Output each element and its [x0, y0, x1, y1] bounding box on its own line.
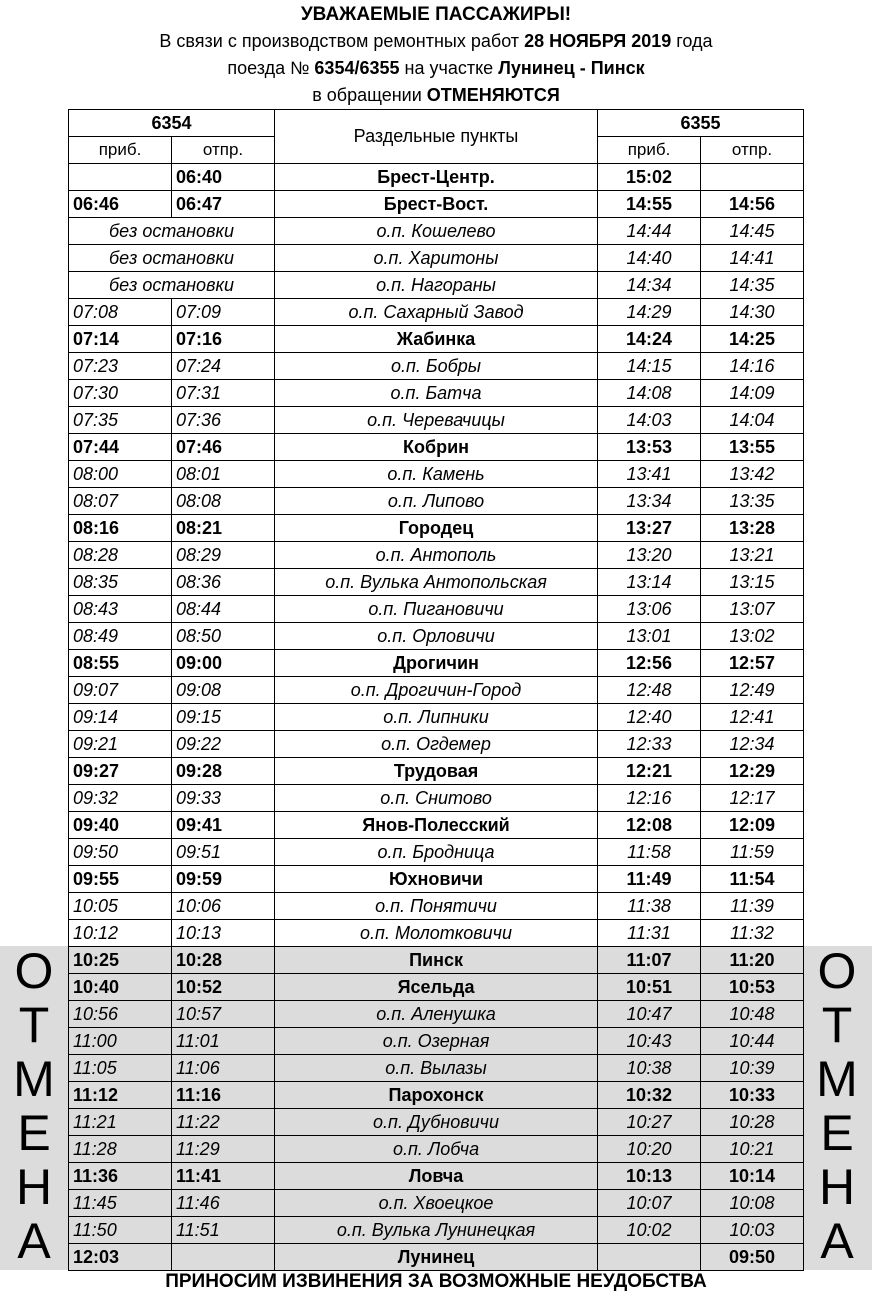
arrival-time-6355: 14:55: [598, 191, 701, 218]
arrival-time-6355: 14:24: [598, 326, 701, 353]
arrival-time-6355: 10:02: [598, 1217, 701, 1244]
timetable-row: [69, 974, 804, 1001]
notice-date: 28 НОЯБРЯ 2019: [524, 31, 672, 51]
station-name: Городец: [275, 515, 598, 542]
arrival-time-6355: 13:27: [598, 515, 701, 542]
departure-time-6354: 08:21: [172, 515, 275, 542]
station-name: Пинск: [275, 947, 598, 974]
arrival-time-6355: 13:06: [598, 596, 701, 623]
departure-time-6354: 06:40: [172, 164, 275, 191]
timetable-row: [69, 839, 804, 866]
departure-time-6355: 11:54: [701, 866, 804, 893]
departure-time-6354: 08:44: [172, 596, 275, 623]
notice-train-numbers: 6354/6355: [314, 58, 400, 78]
departure-time-6355: 14:56: [701, 191, 804, 218]
arrival-time-6355: 11:38: [598, 893, 701, 920]
arrival-time-6354: 10:40: [69, 974, 172, 1001]
station-name: о.п. Пигановичи: [275, 596, 598, 623]
arrival-time-6355: 13:53: [598, 434, 701, 461]
arrival-time-6355: 14:44: [598, 218, 701, 245]
arrival-time-6355: 15:02: [598, 164, 701, 191]
arrival-time-6355: 12:16: [598, 785, 701, 812]
departure-time-6354: 09:28: [172, 758, 275, 785]
arrival-time-6354: 08:55: [69, 650, 172, 677]
timetable-row: [69, 1163, 804, 1190]
timetable-row: [69, 380, 804, 407]
departure-time-6355: 13:21: [701, 542, 804, 569]
departure-time-6355: 12:17: [701, 785, 804, 812]
timetable-row: [69, 1244, 804, 1271]
station-name: Юхновичи: [275, 866, 598, 893]
arrival-time-6354: 08:49: [69, 623, 172, 650]
arrival-time-6355: 13:01: [598, 623, 701, 650]
station-name: о.п. Липово: [275, 488, 598, 515]
departure-time-6355: 13:15: [701, 569, 804, 596]
notice-text: на участке: [399, 58, 499, 78]
departure-time-6354: [172, 1244, 275, 1271]
arrival-time-6354: 08:07: [69, 488, 172, 515]
station-name: о.п. Огдемер: [275, 731, 598, 758]
departure-time-6354: 08:36: [172, 569, 275, 596]
departure-time-6355: 12:57: [701, 650, 804, 677]
timetable-row: [69, 245, 804, 272]
arrival-time-6354: [69, 164, 172, 191]
departure-time-6355: 11:20: [701, 947, 804, 974]
notice-text: В связи с производством ремонтных работ: [159, 31, 525, 51]
departure-time-6355: 13:07: [701, 596, 804, 623]
arrival-time-6354: 10:05: [69, 893, 172, 920]
arrival-time-6355: 14:34: [598, 272, 701, 299]
departure-time-6354: 08:08: [172, 488, 275, 515]
arrival-time-6354: 09:50: [69, 839, 172, 866]
timetable-row: [69, 1028, 804, 1055]
timetable-row: [69, 704, 804, 731]
departure-time-6355: 10:03: [701, 1217, 804, 1244]
arrival-time-6355: 10:07: [598, 1190, 701, 1217]
timetable-row: [69, 218, 804, 245]
departure-time-6355: 10:44: [701, 1028, 804, 1055]
departure-time-6354: 11:46: [172, 1190, 275, 1217]
timetable-row: [69, 488, 804, 515]
arrival-time-6354: 10:56: [69, 1001, 172, 1028]
arrival-time-6354: 11:50: [69, 1217, 172, 1244]
cancel-label-left: [0, 943, 68, 1270]
timetable-row: [69, 191, 804, 218]
departure-time-6354: 09:51: [172, 839, 275, 866]
arrival-time-6354: 08:28: [69, 542, 172, 569]
arrival-time-6355: 14:03: [598, 407, 701, 434]
notice-line-trains: [0, 58, 872, 79]
cancel-letter: Н: [818, 1159, 856, 1215]
departure-time-6354: 07:36: [172, 407, 275, 434]
departure-time-6355: 12:34: [701, 731, 804, 758]
departure-time-6355: 10:28: [701, 1109, 804, 1136]
arrival-time-6354: 11:05: [69, 1055, 172, 1082]
timetable-row: [69, 920, 804, 947]
arrival-time-6354: 07:23: [69, 353, 172, 380]
arrival-time-6355: 11:31: [598, 920, 701, 947]
departure-time-6355: 14:09: [701, 380, 804, 407]
arrival-time-6355: 14:29: [598, 299, 701, 326]
departure-time-6354: 07:31: [172, 380, 275, 407]
station-name: Ясельда: [275, 974, 598, 1001]
departure-time-6355: 14:41: [701, 245, 804, 272]
departure-time-6355: 12:49: [701, 677, 804, 704]
station-name: о.п. Липники: [275, 704, 598, 731]
station-name: о.п. Черевачицы: [275, 407, 598, 434]
departure-time-6354: 08:29: [172, 542, 275, 569]
arrival-time-6355: 13:14: [598, 569, 701, 596]
arrival-time-6355: 12:40: [598, 704, 701, 731]
arrival-time-6355: 14:08: [598, 380, 701, 407]
station-name: Жабинка: [275, 326, 598, 353]
arrival-time-6354: 10:12: [69, 920, 172, 947]
arrival-time-6355: 10:27: [598, 1109, 701, 1136]
departure-time-6355: 13:02: [701, 623, 804, 650]
timetable-row: [69, 731, 804, 758]
departure-time-6355: 10:21: [701, 1136, 804, 1163]
arrival-time-6354: 11:21: [69, 1109, 172, 1136]
departure-time-6354: 09:33: [172, 785, 275, 812]
station-name: о.п. Кошелево: [275, 218, 598, 245]
cancel-letter: М: [13, 1051, 55, 1107]
timetable-row: [69, 272, 804, 299]
cancel-letter: О: [14, 943, 54, 999]
arrival-time-6355: 11:07: [598, 947, 701, 974]
train-number-left: 6354: [69, 110, 275, 137]
arrival-time-6354: 11:36: [69, 1163, 172, 1190]
arrival-time-6354: 08:43: [69, 596, 172, 623]
departure-time-6355: 11:39: [701, 893, 804, 920]
station-name: Парохонск: [275, 1082, 598, 1109]
timetable-row: [69, 434, 804, 461]
departure-time-6354: 09:15: [172, 704, 275, 731]
station-name: о.п. Бродница: [275, 839, 598, 866]
station-name: о.п. Лобча: [275, 1136, 598, 1163]
departure-time-6354: 07:09: [172, 299, 275, 326]
arrival-time-6354: 11:45: [69, 1190, 172, 1217]
timetable-row: [69, 677, 804, 704]
timetable-row: [69, 542, 804, 569]
timetable-row: [69, 623, 804, 650]
arrival-time-6354: 11:12: [69, 1082, 172, 1109]
station-name: Кобрин: [275, 434, 598, 461]
arrival-time-6354: 08:00: [69, 461, 172, 488]
timetable-row: [69, 1001, 804, 1028]
departure-time-6354: 11:41: [172, 1163, 275, 1190]
arrival-time-6354: 11:28: [69, 1136, 172, 1163]
notice-text: года: [671, 31, 713, 51]
arrival-time-6354: 07:14: [69, 326, 172, 353]
departure-time-6354: 11:06: [172, 1055, 275, 1082]
stations-header: Раздельные пункты: [275, 110, 598, 164]
departure-time-6355: 13:28: [701, 515, 804, 542]
timetable-row: [69, 461, 804, 488]
station-name: о.п. Понятичи: [275, 893, 598, 920]
notice-line-date: [0, 31, 872, 52]
arrival-time-6355: 14:40: [598, 245, 701, 272]
departure-time-6354: 06:47: [172, 191, 275, 218]
station-name: о.п. Батча: [275, 380, 598, 407]
station-name: о.п. Харитоны: [275, 245, 598, 272]
arrival-time-6354: 07:30: [69, 380, 172, 407]
departure-time-6355: 14:04: [701, 407, 804, 434]
arrival-time-6354: 09:07: [69, 677, 172, 704]
arrival-time-6354: 07:44: [69, 434, 172, 461]
station-name: Янов-Полесский: [275, 812, 598, 839]
timetable-row: [69, 1136, 804, 1163]
timetable-body: [69, 164, 804, 1271]
departure-time-6354: 09:22: [172, 731, 275, 758]
station-name: о.п. Дрогичин-Город: [275, 677, 598, 704]
timetable-row: [69, 785, 804, 812]
timetable-row: [69, 650, 804, 677]
departure-time-6355: 14:16: [701, 353, 804, 380]
arrival-time-6354: 08:16: [69, 515, 172, 542]
arrival-time-6355: 12:48: [598, 677, 701, 704]
departure-time-6354: 09:59: [172, 866, 275, 893]
station-name: Брест-Центр.: [275, 164, 598, 191]
cancel-letter: А: [820, 1213, 854, 1269]
departure-time-6354: 07:16: [172, 326, 275, 353]
departure-time-6354: 11:51: [172, 1217, 275, 1244]
timetable-row: [69, 812, 804, 839]
station-name: Ловча: [275, 1163, 598, 1190]
station-name: о.п. Дубновичи: [275, 1109, 598, 1136]
station-name: о.п. Камень: [275, 461, 598, 488]
notice-title: УВАЖАЕМЫЕ ПАССАЖИРЫ!: [300, 4, 572, 25]
departure-time-6354: 10:06: [172, 893, 275, 920]
departure-time-6355: 10:14: [701, 1163, 804, 1190]
cancel-letter: Е: [17, 1105, 51, 1161]
arrival-header-left: приб.: [69, 137, 172, 164]
departure-time-6354: 10:28: [172, 947, 275, 974]
arrival-time-6355: 14:15: [598, 353, 701, 380]
notice-text: в обращении: [312, 85, 427, 105]
station-name: о.п. Вылазы: [275, 1055, 598, 1082]
departure-time-6354: 10:13: [172, 920, 275, 947]
departure-time-6355: 12:09: [701, 812, 804, 839]
timetable-row: [69, 164, 804, 191]
station-name: о.п. Нагораны: [275, 272, 598, 299]
cancel-letter: А: [17, 1213, 51, 1269]
timetable-row: [69, 1217, 804, 1244]
departure-time-6354: 11:16: [172, 1082, 275, 1109]
timetable-row: [69, 407, 804, 434]
cancel-letter: Т: [18, 997, 50, 1053]
timetable-row: [69, 596, 804, 623]
station-name: о.п. Сахарный Завод: [275, 299, 598, 326]
station-name: Брест-Вост.: [275, 191, 598, 218]
departure-time-6354: 10:57: [172, 1001, 275, 1028]
arrival-time-6354: 08:35: [69, 569, 172, 596]
station-name: Лунинец: [275, 1244, 598, 1271]
departure-time-6354: 07:46: [172, 434, 275, 461]
departure-time-6355: 14:35: [701, 272, 804, 299]
departure-time-6355: 10:08: [701, 1190, 804, 1217]
station-name: о.п. Хвоецкое: [275, 1190, 598, 1217]
arrival-time-6355: 12:33: [598, 731, 701, 758]
departure-time-6354: 11:29: [172, 1136, 275, 1163]
arrival-time-6355: 10:20: [598, 1136, 701, 1163]
station-name: Трудовая: [275, 758, 598, 785]
arrival-time-6355: 12:56: [598, 650, 701, 677]
arrival-time-6355: 10:43: [598, 1028, 701, 1055]
timetable: [68, 109, 804, 1271]
notice-line-status: [0, 85, 872, 106]
station-name: о.п. Снитово: [275, 785, 598, 812]
departure-time-6354: 09:08: [172, 677, 275, 704]
arrival-time-6355: 10:32: [598, 1082, 701, 1109]
departure-time-6355: 11:32: [701, 920, 804, 947]
timetable-row: [69, 893, 804, 920]
no-stop-cell: без остановки: [69, 218, 275, 245]
timetable-row: [69, 1190, 804, 1217]
arrival-time-6355: 13:34: [598, 488, 701, 515]
arrival-time-6354: 09:40: [69, 812, 172, 839]
timetable-row: [69, 569, 804, 596]
station-name: о.п. Вулька Антопольская: [275, 569, 598, 596]
timetable-row: [69, 515, 804, 542]
timetable-row: [69, 353, 804, 380]
departure-time-6355: 13:42: [701, 461, 804, 488]
arrival-time-6355: 11:49: [598, 866, 701, 893]
apology-footer: ПРИНОСИМ ИЗВИНЕНИЯ ЗА ВОЗМОЖНЫЕ НЕУДОБСТВА: [165, 1271, 707, 1292]
arrival-time-6355: 12:21: [598, 758, 701, 785]
arrival-time-6354: 10:25: [69, 947, 172, 974]
departure-time-6354: 08:50: [172, 623, 275, 650]
departure-time-6355: 10:53: [701, 974, 804, 1001]
departure-time-6355: 14:25: [701, 326, 804, 353]
departure-time-6355: 14:30: [701, 299, 804, 326]
arrival-time-6354: 09:21: [69, 731, 172, 758]
departure-time-6355: 11:59: [701, 839, 804, 866]
timetable-row: [69, 758, 804, 785]
timetable-row: [69, 1055, 804, 1082]
departure-header-left: отпр.: [172, 137, 275, 164]
cancel-letter: Т: [821, 997, 853, 1053]
cancel-letter: О: [817, 943, 857, 999]
timetable-row: [69, 326, 804, 353]
departure-time-6355: 09:50: [701, 1244, 804, 1271]
departure-time-6354: 09:41: [172, 812, 275, 839]
station-name: Дрогичин: [275, 650, 598, 677]
departure-time-6355: 10:39: [701, 1055, 804, 1082]
station-name: о.п. Озерная: [275, 1028, 598, 1055]
departure-time-6354: 08:01: [172, 461, 275, 488]
departure-time-6355: 14:45: [701, 218, 804, 245]
cancel-letter: М: [816, 1051, 858, 1107]
timetable-row: [69, 947, 804, 974]
arrival-time-6355: 13:20: [598, 542, 701, 569]
train-number-right: 6355: [598, 110, 804, 137]
departure-header-right: отпр.: [701, 137, 804, 164]
notice-text: поезда №: [227, 58, 315, 78]
departure-time-6354: 11:01: [172, 1028, 275, 1055]
departure-time-6354: 10:52: [172, 974, 275, 1001]
arrival-time-6355: [598, 1244, 701, 1271]
arrival-time-6354: 09:27: [69, 758, 172, 785]
station-name: о.п. Вулька Лунинецкая: [275, 1217, 598, 1244]
timetable-row: [69, 299, 804, 326]
arrival-time-6354: 07:08: [69, 299, 172, 326]
station-name: о.п. Орловичи: [275, 623, 598, 650]
timetable-row: [69, 866, 804, 893]
timetable-row: [69, 1109, 804, 1136]
no-stop-cell: без остановки: [69, 272, 275, 299]
notice-section: Лунинец - Пинск: [498, 58, 645, 78]
arrival-time-6355: 12:08: [598, 812, 701, 839]
arrival-time-6355: 13:41: [598, 461, 701, 488]
arrival-time-6354: 11:00: [69, 1028, 172, 1055]
departure-time-6355: 13:35: [701, 488, 804, 515]
station-name: о.п. Молотковичи: [275, 920, 598, 947]
departure-time-6354: 07:24: [172, 353, 275, 380]
arrival-time-6355: 11:58: [598, 839, 701, 866]
cancel-letter: Н: [15, 1159, 53, 1215]
arrival-time-6354: 12:03: [69, 1244, 172, 1271]
timetable-row: [69, 1082, 804, 1109]
arrival-time-6354: 06:46: [69, 191, 172, 218]
departure-time-6354: 11:22: [172, 1109, 275, 1136]
arrival-time-6354: 09:55: [69, 866, 172, 893]
departure-time-6355: 10:48: [701, 1001, 804, 1028]
cancel-label-right: [803, 943, 871, 1270]
departure-time-6355: [701, 164, 804, 191]
no-stop-cell: без остановки: [69, 245, 275, 272]
departure-time-6354: 09:00: [172, 650, 275, 677]
cancel-letter: Е: [820, 1105, 854, 1161]
arrival-time-6354: 07:35: [69, 407, 172, 434]
arrival-time-6354: 09:32: [69, 785, 172, 812]
station-name: о.п. Аленушка: [275, 1001, 598, 1028]
arrival-time-6355: 10:47: [598, 1001, 701, 1028]
arrival-header-right: приб.: [598, 137, 701, 164]
departure-time-6355: 12:41: [701, 704, 804, 731]
departure-time-6355: 10:33: [701, 1082, 804, 1109]
departure-time-6355: 12:29: [701, 758, 804, 785]
arrival-time-6355: 10:38: [598, 1055, 701, 1082]
station-name: о.п. Бобры: [275, 353, 598, 380]
station-name: о.п. Антополь: [275, 542, 598, 569]
departure-time-6355: 13:55: [701, 434, 804, 461]
arrival-time-6355: 10:13: [598, 1163, 701, 1190]
notice-status: ОТМЕНЯЮТСЯ: [426, 85, 560, 105]
arrival-time-6354: 09:14: [69, 704, 172, 731]
arrival-time-6355: 10:51: [598, 974, 701, 1001]
